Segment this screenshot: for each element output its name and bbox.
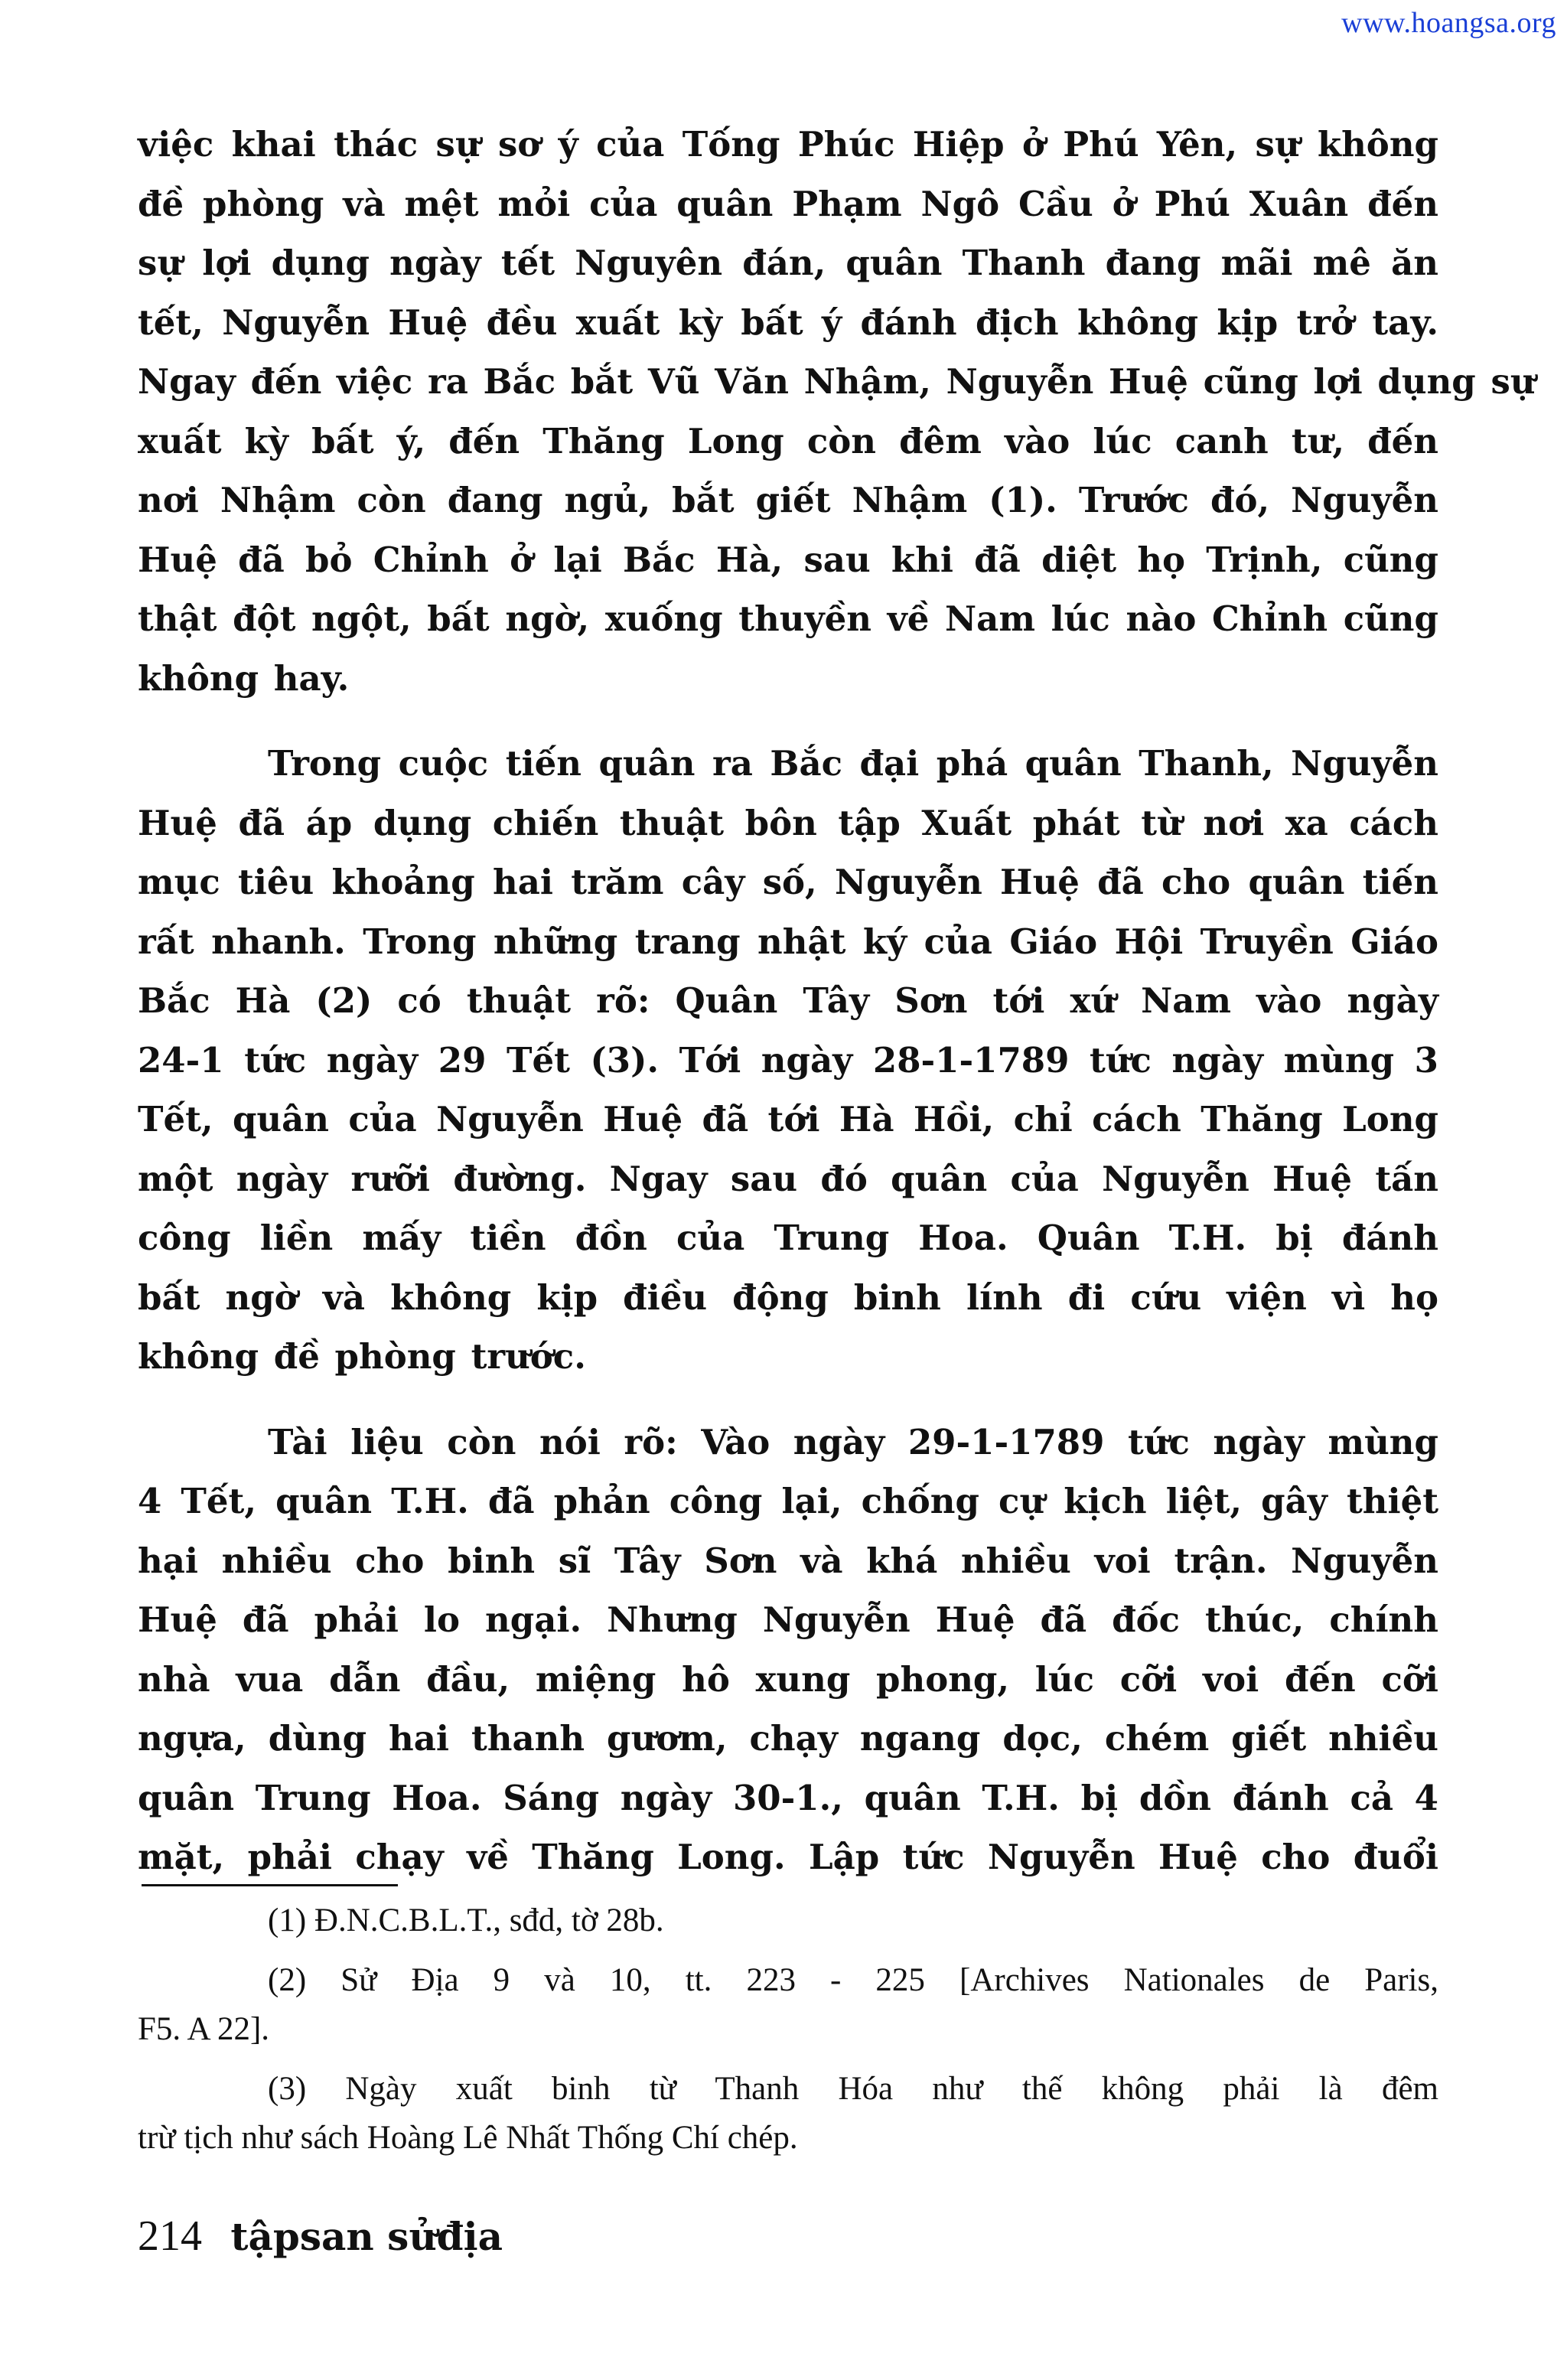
text-line: Huệ đã áp dụng chiến thuật bôn tập Xuất phát từ nơi xa cách: [138, 802, 1438, 843]
text-line: một ngày rưỡi đường. Ngay sau đó quân của Nguyễn Huệ tấn: [138, 1158, 1438, 1199]
footnote-line: (1) Đ.N.C.B.L.T., sđd, tờ 28b.: [268, 1902, 664, 1938]
footnote-2: [138, 1956, 1438, 2054]
footnote-1: [138, 1896, 1438, 1945]
text-line: ngựa, dùng hai thanh gươm, chạy ngang dọc, chém giết nhiều: [138, 1718, 1438, 1759]
watermark-url: www.hoangsa.org: [1341, 7, 1556, 39]
text-line: hại nhiều cho binh sĩ Tây Sơn và khá nhiều voi trận. Nguyễn: [138, 1540, 1438, 1581]
body-text: [138, 115, 1536, 1887]
text-line: Huệ đã phải lo ngại. Nhưng Nguyễn Huệ đã đốc thúc, chính: [138, 1599, 1438, 1640]
footnote-line: (2) Sử Địa 9 và 10, tt. 223 - 225 [Archives Nationales de Paris,: [268, 1962, 1438, 1998]
text-line: tết, Nguyễn Huệ đều xuất kỳ bất ý đánh địch không kịp trở tay.: [138, 302, 1438, 343]
text-line: mặt, phải chạy về Thăng Long. Lập tức Nguyễn Huệ cho đuổi: [138, 1837, 1438, 1877]
footnotes: [138, 1896, 1438, 2163]
text-line: Ngay đến việc ra Bắc bắt Vũ Văn Nhậm, Nguyễn Huệ cũng lợi dụng sự: [138, 361, 1536, 402]
text-line: công liền mấy tiền đồn của Trung Hoa. Quân T.H. bị đánh: [138, 1218, 1438, 1258]
text-line: sự lợi dụng ngày tết Nguyên đán, quân Thanh đang mãi mê ăn: [138, 243, 1438, 283]
text-line: nơi Nhậm còn đang ngủ, bắt giết Nhậm (1). Trước đó, Nguyễn: [138, 480, 1438, 520]
page-number: 214: [138, 2212, 202, 2260]
paragraph-3: [138, 1413, 1438, 1887]
paragraph-1: [138, 115, 1536, 708]
footnote-line: F5. A 22].: [138, 2011, 270, 2047]
footnote-3: [138, 2065, 1438, 2163]
text-line: Trong cuộc tiến quân ra Bắc đại phá quân Thanh, Nguyễn: [268, 743, 1438, 784]
text-line: Bắc Hà (2) có thuật rõ: Quân Tây Sơn tới xứ Nam vào ngày: [138, 980, 1438, 1021]
text-line: thật đột ngột, bất ngờ, xuống thuyền về Nam lúc nào Chỉnh cũng: [138, 598, 1438, 639]
text-line: quân Trung Hoa. Sáng ngày 30-1., quân T.H. bị dồn đánh cả 4: [138, 1777, 1438, 1818]
text-line: nhà vua dẫn đầu, miệng hô xung phong, lúc cỡi voi đến cỡi: [138, 1658, 1438, 1700]
text-line: không đề phòng trước.: [138, 1336, 586, 1377]
text-line: Tài liệu còn nói rõ: Vào ngày 29-1-1789 tức ngày mùng: [268, 1421, 1438, 1462]
text-line: không hay.: [138, 657, 350, 699]
text-line: xuất kỳ bất ý, đến Thăng Long còn đêm vào lúc canh tư, đến: [138, 420, 1438, 461]
text-line: 24-1 tức ngày 29 Tết (3). Tới ngày 28-1-1789 tức ngày mùng 3: [138, 1039, 1438, 1081]
text-line: bất ngờ và không kịp điều động binh lính đi cứu viện vì họ: [138, 1276, 1438, 1318]
text-line: Tết, quân của Nguyễn Huệ đã tới Hà Hồi, chỉ cách Thăng Long: [138, 1099, 1438, 1139]
footnote-line: (3) Ngày xuất binh từ Thanh Hóa như thế không phải là đêm: [268, 2071, 1438, 2107]
text-line: Huệ đã bỏ Chỉnh ở lại Bắc Hà, sau khi đã diệt họ Trịnh, cũng: [138, 539, 1438, 580]
page-footer: [138, 2212, 503, 2261]
text-line: 4 Tết, quân T.H. đã phản công lại, chống cự kịch liệt, gây thiệt: [138, 1481, 1438, 1521]
text-line: rất nhanh. Trong những trang nhật ký của Giáo Hội Truyền Giáo: [138, 921, 1438, 962]
footnote-divider: [142, 1884, 398, 1886]
publication-name: tậpsan sửđịa: [230, 2214, 503, 2259]
text-line: việc khai thác sự sơ ý của Tống Phúc Hiệp ở Phú Yên, sự không: [138, 124, 1438, 165]
footnote-line: trừ tịch như sách Hoàng Lê Nhất Thống Chí chép.: [138, 2120, 798, 2156]
text-line: mục tiêu khoảng hai trăm cây số, Nguyễn Huệ đã cho quân tiến: [138, 862, 1438, 902]
text-line: đề phòng và mệt mỏi của quân Phạm Ngô Cầu ở Phú Xuân đến: [138, 183, 1438, 224]
paragraph-2: [138, 734, 1438, 1387]
